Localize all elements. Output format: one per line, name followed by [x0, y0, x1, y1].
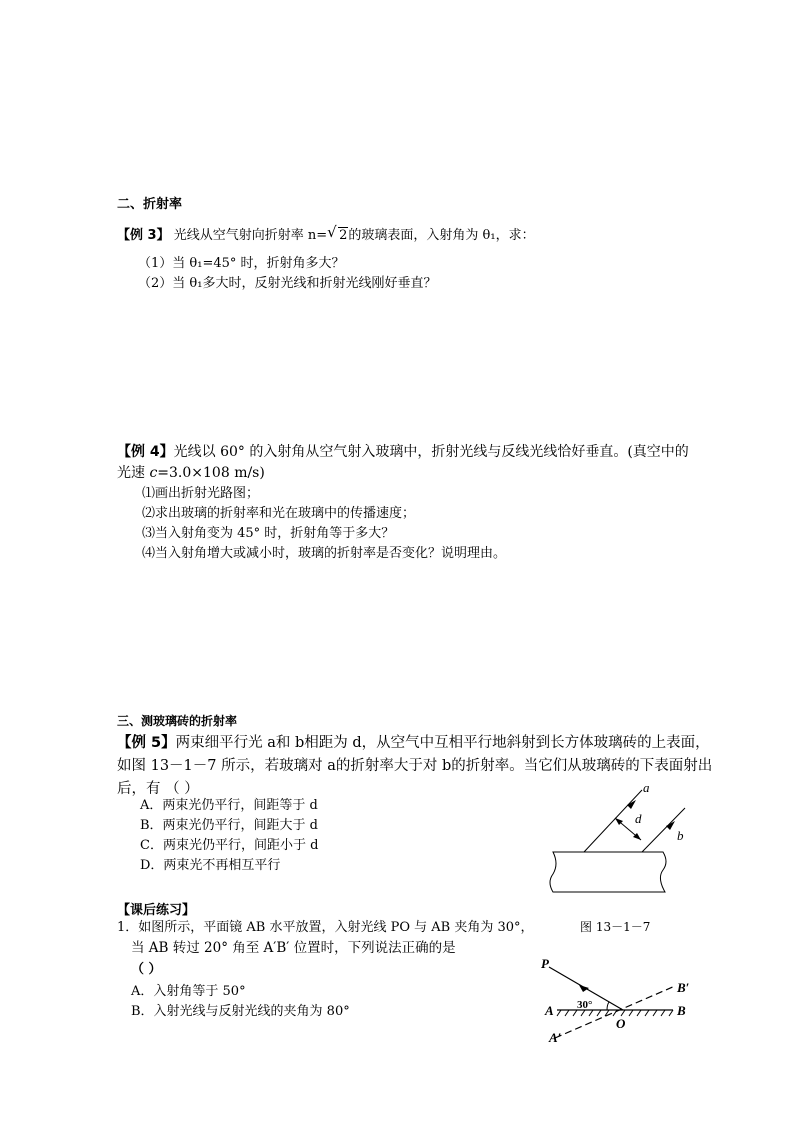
example-3-q2: （2）当 θ₁多大时，反射光线和折射光线刚好垂直？: [138, 276, 437, 291]
label-angle-30: 30°: [577, 999, 593, 1011]
angle-arc: [607, 1002, 609, 1010]
label-a-mirror: A: [545, 1003, 554, 1018]
example-3-stem: [117, 223, 535, 246]
figure-caption: 图 13－1－7: [580, 920, 651, 934]
mirror-apbp: [555, 986, 675, 1038]
practice-q1-line1: 1．如图所示，平面镜 AB 水平放置，入射光线 PO 与 AB 夹角为 30°，: [117, 920, 534, 935]
example-3-text-after: 的玻璃表面，入射角为 θ₁，求：: [348, 228, 535, 243]
example-5-tag: 【例 5】: [117, 735, 176, 751]
example-4-speed-value: =3.0×108 m/s): [157, 465, 265, 481]
beam-a: [584, 790, 642, 852]
practice-q1-option-a: A．入射角等于 50°: [131, 984, 246, 999]
example-5-text: 两束细平行光 a和 b相距为 d，从空气中互相平行地斜射到长方体玻璃砖的上表面，: [175, 735, 710, 751]
example-5-option-a: A．两束光仍平行，间距等于 d: [140, 798, 318, 813]
label-b: b: [677, 828, 684, 843]
example-4-speed-prefix: 光速: [117, 465, 150, 481]
sqrt-symbol: √ 2: [327, 223, 348, 243]
glass-brick-outline: [550, 852, 666, 892]
practice-q1-line2: 当 AB 转过 20° 角至 A′B′ 位置时，下列说法正确的是: [131, 940, 456, 956]
example-4-line2: [117, 462, 265, 482]
example-5-line2: 如图 13－1－7 所示，若玻璃对 a的折射率大于对 b的折射率。当它们从玻璃砖的下表面射出: [117, 758, 713, 774]
example-5-option-c: C．两束光仍平行，间距小于 d: [140, 838, 319, 853]
practice-title: 【课后练习】: [117, 903, 196, 918]
practice-q1-answer-blank: （ ）: [131, 962, 162, 977]
example-4-q3: ⑶当入射角变为 45° 时，折射角等于多大？: [142, 526, 395, 541]
practice-q1-option-b: B．入射光线与反射光线的夹角为 80°: [131, 1004, 350, 1019]
example-4-q4: ⑷当入射角增大或减小时，玻璃的折射率是否变化？说明理由。: [142, 546, 507, 561]
example-5-line1: [117, 731, 710, 752]
label-a: a: [643, 780, 650, 795]
sqrt-value: 2: [339, 228, 348, 243]
example-5-option-d: D．两束光不再相互平行: [140, 858, 281, 873]
example-3-q1: （1）当 θ₁=45° 时，折射角多大？: [138, 256, 345, 271]
example-3-text-before: 光线从空气射向折射率 n=: [173, 228, 328, 243]
label-a-prime: A′: [549, 1030, 562, 1045]
example-4-speed-symbol: c: [149, 465, 158, 481]
example-5-line3: 后，有 （ ）: [117, 781, 199, 797]
label-d: d: [635, 811, 642, 826]
example-4-text: 光线以 60° 的入射角从空气射入玻璃中，折射光线与反线光线恰好垂直。(真空中的: [173, 444, 689, 460]
example-3-tag: 【例 3】: [117, 228, 170, 243]
glass-brick-figure: [545, 760, 695, 900]
example-5-option-b: B．两束光仍平行，间距大于 d: [140, 818, 319, 833]
label-p: P: [541, 956, 549, 971]
example-4-q1: ⑴画出折射光路图；: [142, 486, 260, 501]
mirror-hatching: [557, 1010, 673, 1016]
label-b-prime: B′: [677, 980, 690, 995]
section-2-title: 二、折射率: [117, 197, 183, 212]
example-4-tag: 【例 4】: [117, 444, 174, 460]
incident-ray-arrow: [579, 985, 589, 992]
label-b-mirror: B: [677, 1003, 686, 1018]
example-4-q2: ⑵求出玻璃的折射率和光在玻璃中的传播速度；: [142, 506, 416, 521]
mirror-figure: [535, 950, 705, 1045]
section-3-title: 三、测玻璃砖的折射率: [117, 714, 238, 728]
label-o: O: [616, 1016, 626, 1031]
example-4-line1: [117, 441, 689, 461]
